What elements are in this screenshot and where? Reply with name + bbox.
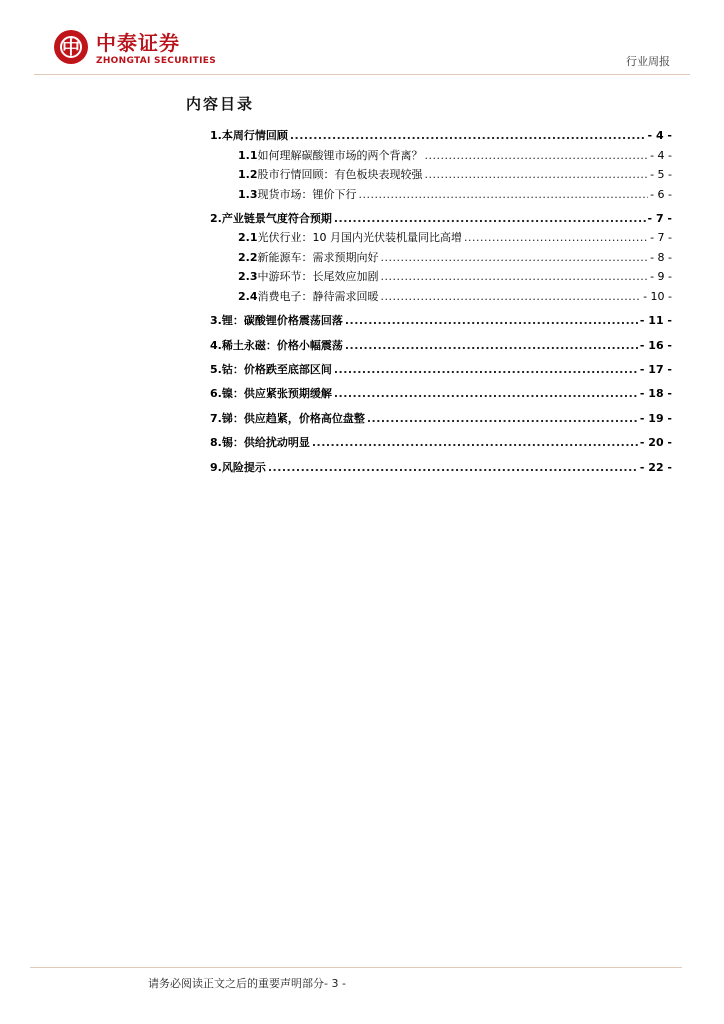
toc-entry-label: 锑：供应趋紧，价格高位盘整: [221, 411, 365, 425]
table-of-contents: [210, 127, 672, 478]
toc-entry-label: 股市行情回顾：有色板块表现较强: [257, 168, 423, 181]
toc-entry-label: 消费电子：静待需求回暖: [257, 289, 379, 303]
toc-entry-label: 如何理解碳酸锂市场的两个背离？: [257, 148, 423, 162]
toc-entry-number: 1.: [210, 129, 222, 142]
toc-entry-page: - 8 -: [650, 250, 672, 264]
toc-entry-number: 1.3: [238, 187, 258, 201]
toc-entry[interactable]: [210, 268, 672, 288]
toc-dot-leader: [334, 363, 638, 376]
company-name-cn: 中泰证券: [96, 31, 180, 55]
toc-entry-number: 6.: [210, 387, 222, 401]
toc-entry-label: 锂：碳酸锂价格震荡回落: [221, 314, 343, 328]
toc-entry-page: - 19 -: [639, 411, 672, 425]
toc-entry[interactable]: [210, 147, 672, 167]
toc-entry-number: 2.1: [238, 231, 258, 245]
toc-dot-leader: [268, 461, 638, 474]
toc-dot-leader: [312, 436, 638, 449]
toc-entry[interactable]: [210, 210, 672, 230]
toc-dot-leader: [425, 149, 649, 162]
toc-dot-leader: [464, 231, 648, 244]
toc-dot-leader: [425, 168, 649, 181]
footer-note: [148, 975, 346, 991]
toc-entry-page: - 16 -: [639, 338, 672, 352]
toc-entry-number: 1.2: [238, 168, 258, 181]
toc-entry[interactable]: [210, 337, 672, 357]
toc-dot-leader: [381, 270, 649, 283]
toc-entry-page: - 9 -: [650, 270, 672, 284]
toc-entry[interactable]: [210, 410, 672, 430]
toc-entry-page: - 7 -: [650, 231, 672, 245]
toc-dot-leader: [381, 290, 642, 303]
toc-dot-leader: [381, 251, 649, 264]
toc-entry-page: - 10 -: [643, 289, 672, 303]
toc-entry-number: 8.: [210, 436, 222, 450]
toc-entry-number: 2.4: [238, 289, 258, 303]
toc-entry-page: - 4 -: [650, 148, 672, 162]
toc-entry-label: 中游环节：长尾效应加剧: [257, 270, 379, 284]
toc-entry-page: - 5 -: [650, 168, 672, 181]
footer-divider: [30, 967, 682, 968]
toc-entry[interactable]: [210, 127, 672, 147]
toc-entry-page: - 6 -: [650, 187, 672, 201]
toc-entry[interactable]: [210, 288, 672, 308]
toc-entry-label: 现货市场：锂价下行: [257, 187, 357, 201]
toc-entry-number: 4.: [210, 338, 222, 352]
toc-title: 内容目录: [186, 95, 255, 113]
toc-entry-number: 2.2: [238, 250, 258, 264]
toc-dot-leader: [290, 129, 646, 142]
header-divider: [34, 74, 690, 75]
toc-entry-label: 稀土永磁：价格小幅震荡: [221, 338, 343, 352]
toc-entry-label: 锡：供给扰动明显: [221, 436, 310, 450]
toc-entry-label: 钴：价格跌至底部区间: [221, 363, 332, 377]
toc-entry-number: 9.: [210, 460, 222, 474]
toc-entry-label: 本周行情回顾: [221, 129, 288, 142]
company-logo: [54, 30, 224, 70]
toc-dot-leader: [334, 212, 646, 225]
toc-entry[interactable]: [210, 186, 672, 206]
toc-dot-leader: [345, 339, 638, 352]
toc-entry-page: - 20 -: [639, 436, 672, 450]
toc-entry[interactable]: [210, 459, 672, 479]
toc-entry-label: 光伏行业：10 月国内光伏装机量同比高增: [257, 231, 462, 245]
toc-entry[interactable]: [210, 312, 672, 332]
toc-entry-number: 3.: [210, 314, 222, 328]
toc-entry-number: 5.: [210, 363, 222, 377]
toc-entry-number: 2.: [210, 211, 222, 225]
toc-dot-leader: [334, 387, 638, 400]
toc-entry-page: - 11 -: [639, 314, 672, 328]
footer-disclaimer: 请务必阅读正文之后的重要声明部分: [148, 977, 324, 990]
toc-entry[interactable]: [210, 249, 672, 269]
toc-entry[interactable]: [210, 361, 672, 381]
logo-mark-icon: 中: [54, 30, 88, 64]
toc-entry-number: 7.: [210, 411, 222, 425]
toc-entry-page: - 18 -: [639, 387, 672, 401]
toc-entry[interactable]: [210, 229, 672, 249]
toc-entry-label: 产业链景气度符合预期: [221, 211, 332, 225]
toc-entry-label: 新能源车：需求预期向好: [257, 250, 379, 264]
footer-page-number: - 3 -: [324, 977, 346, 990]
toc-entry-page: - 4 -: [647, 129, 672, 142]
report-type-label: 行业周报: [626, 55, 670, 68]
company-name-en: ZHONGTAI SECURITIES: [96, 56, 216, 66]
toc-entry-label: 镍：供应紧张预期缓解: [221, 387, 332, 401]
toc-dot-leader: [345, 314, 638, 327]
toc-entry-page: - 22 -: [639, 460, 672, 474]
page-header: [0, 0, 724, 80]
toc-dot-leader: [359, 188, 649, 201]
toc-entry-page: - 7 -: [647, 211, 672, 225]
toc-dot-leader: [367, 412, 638, 425]
toc-entry-page: - 17 -: [639, 363, 672, 377]
toc-entry[interactable]: [210, 385, 672, 405]
toc-entry-label: 风险提示: [221, 460, 266, 474]
toc-entry[interactable]: [210, 166, 672, 186]
toc-entry[interactable]: [210, 434, 672, 454]
toc-entry-number: 2.3: [238, 270, 258, 284]
toc-entry-number: 1.1: [238, 148, 258, 162]
